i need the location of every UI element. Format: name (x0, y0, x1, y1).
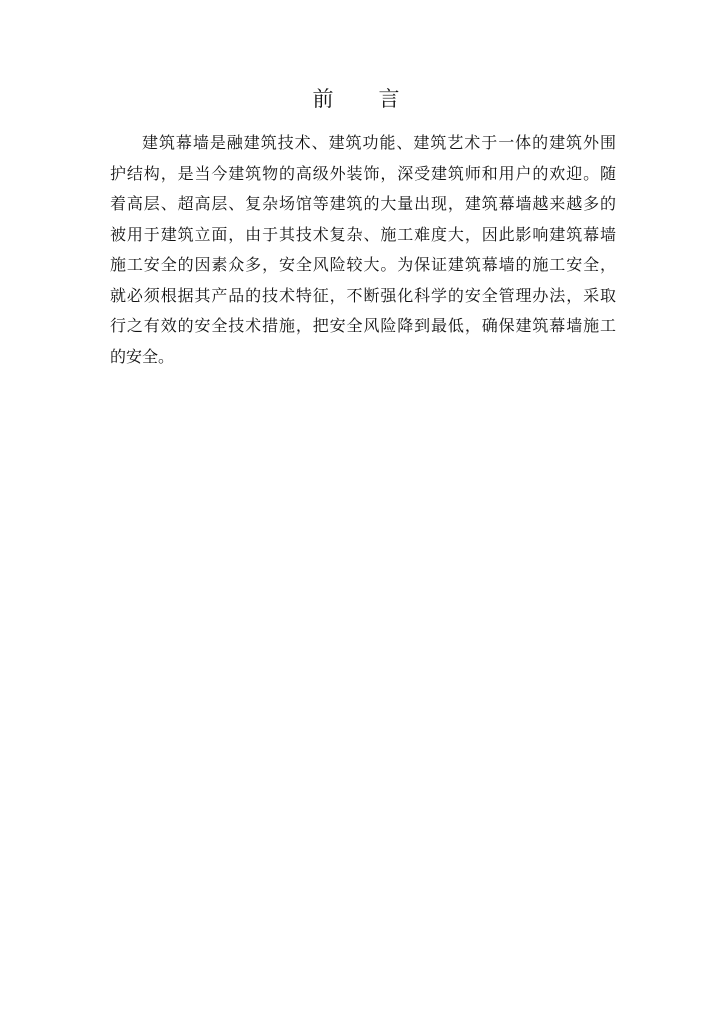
paragraph-line: 行之有效的安全技术措施，把安全风险降到最低，确保建筑幕墙施工 (110, 316, 616, 335)
paragraph-line: 就必须根据其产品的技术特征，不断强化科学的安全管理办法，采取 (110, 285, 616, 305)
paragraph-line: 的安全。 (110, 346, 175, 366)
paragraph-line: 着高层、超高层、复杂场馆等建筑的大量出现，建筑幕墙越来越多的 (110, 194, 616, 213)
page-title: 前 言 (312, 87, 412, 111)
paragraph-line: 被用于建筑立面，由于其技术复杂、施工难度大，因此影响建筑幕墙 (110, 224, 616, 244)
paragraph-line: 建筑幕墙是融建筑技术、建筑功能、建筑艺术于一体的建筑外围 (142, 133, 616, 152)
paragraph-line: 护结构，是当今建筑物的高级外装饰，深受建筑师和用户的欢迎。随 (110, 163, 616, 183)
paragraph-line: 施工安全的因素众多，安全风险较大。为保证建筑幕墙的施工安全， (110, 255, 616, 274)
preface-paragraph (110, 128, 616, 372)
